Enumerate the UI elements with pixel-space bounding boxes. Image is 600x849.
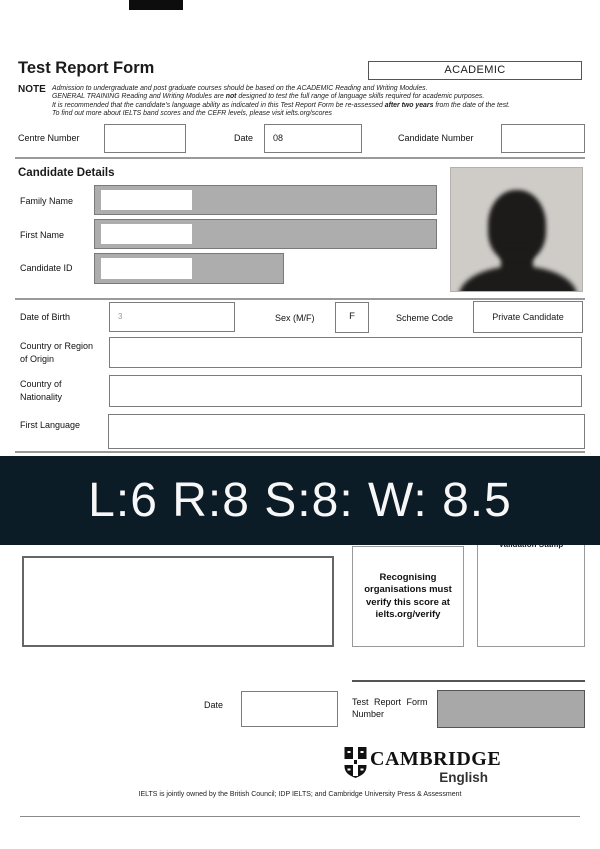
date-value: 08 [273, 133, 284, 143]
footer-rule [352, 680, 585, 682]
note-line-4: To find out more about IELTS band scores and the CEFR levels, please visit ielts.org/scores [52, 109, 332, 117]
comments-box[interactable] [22, 556, 334, 647]
scheme-code-label: Scheme Code [396, 313, 454, 323]
family-name-redaction [101, 190, 192, 210]
date-input[interactable] [264, 124, 362, 153]
module-label: ACADEMIC [444, 64, 506, 76]
dob-input[interactable] [109, 302, 235, 332]
verify-notice-box [352, 546, 464, 647]
dob-value: 3 [118, 312, 123, 321]
first-language-label: First Language [20, 420, 81, 430]
cambridge-shield-icon [344, 746, 367, 779]
family-name-label: Family Name [20, 196, 74, 206]
note-text [52, 85, 532, 118]
module-box [368, 61, 582, 80]
first-language-input[interactable] [108, 414, 585, 449]
sex-value: F [349, 311, 355, 322]
candidate-details-title: Candidate Details [18, 167, 115, 179]
candidate-id-redaction [101, 258, 192, 279]
cambridge-wordmark: CAMBRIDGE [370, 748, 502, 770]
note-line-1: Admission to undergraduate and post graduate courses should be based on the ACADEMIC Reading and Writing Modules. [52, 85, 428, 92]
sex-label: Sex (M/F) [275, 313, 315, 323]
dob-label: Date of Birth [20, 312, 71, 322]
score-banner [0, 456, 600, 545]
note-line-3: It is recommended that the candidate's language ability as indicated in this Test Report Form be re-assessed after two years from the date of the test. [52, 101, 511, 109]
validation-stamp-box [477, 533, 585, 647]
date-label: Date [234, 133, 254, 143]
footer-date-input[interactable] [241, 691, 338, 727]
scheme-code-input[interactable] [473, 301, 583, 333]
scheme-code-value: Private Candidate [492, 312, 564, 322]
candidate-photo [450, 167, 583, 292]
candidate-id-label: Candidate ID [20, 263, 73, 273]
note-label: NOTE [18, 84, 46, 95]
first-name-redaction [101, 224, 192, 244]
centre-number-input[interactable] [104, 124, 186, 153]
sex-input[interactable] [335, 302, 369, 333]
trf-number-redaction [437, 690, 585, 728]
score-banner-text: L:6 R:8 S:8: W: 8.5 [88, 474, 512, 527]
footer-date-label: Date [204, 700, 224, 710]
trf-number-label: Test Report Form Number [352, 697, 428, 719]
cambridge-english-label: English [439, 770, 488, 785]
ownership-footnote: IELTS is jointly owned by the British Council; IDP IELTS; and Cambridge University Press & Assessment [138, 791, 462, 798]
section-divider-middle [15, 298, 585, 300]
candidate-number-input[interactable] [501, 124, 585, 153]
bottom-divider [20, 816, 580, 817]
nationality-input[interactable] [109, 375, 582, 407]
origin-input[interactable] [109, 337, 582, 368]
section-divider-top [15, 157, 585, 159]
redacted-logo-bar [129, 0, 183, 10]
section-divider-lower [15, 451, 585, 453]
verify-notice-text: Recognising organisations must verify this score at ielts.org/verify [364, 571, 452, 620]
centre-number-label: Centre Number [18, 133, 80, 143]
candidate-number-label: Candidate Number [398, 133, 474, 143]
note-line-2: GENERAL TRAINING Reading and Writing Modules are not designed to test the full range of language skills required for academic purposes. [52, 93, 485, 101]
nationality-label: Country of Nationality [20, 379, 63, 402]
page-title: Test Report Form [18, 59, 155, 77]
first-name-label: First Name [20, 230, 65, 240]
origin-label: Country or Region of Origin [20, 341, 94, 364]
